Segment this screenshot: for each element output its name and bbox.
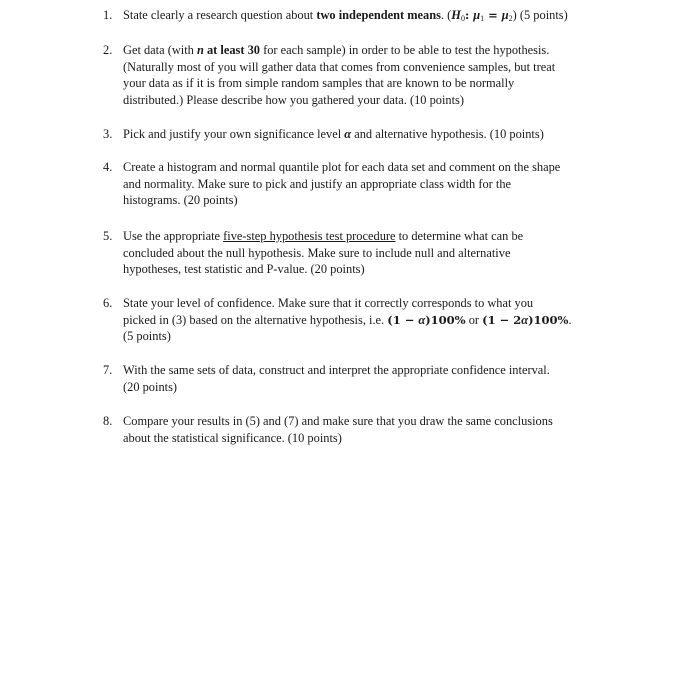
text-line bbox=[123, 328, 623, 345]
list-item-7 bbox=[103, 362, 623, 395]
item-text bbox=[123, 413, 623, 446]
text-line bbox=[123, 59, 623, 76]
text-run: . bbox=[568, 312, 572, 327]
text-line bbox=[123, 430, 623, 447]
text-run: two independent means bbox=[316, 8, 441, 22]
text-run: concluded about the null hypothesis. Make sure to include null and alternative bbox=[123, 245, 511, 260]
item-number: 2. bbox=[103, 43, 113, 57]
text-line bbox=[123, 7, 623, 24]
item-text bbox=[123, 228, 623, 278]
text-run: Create a histogram and normal quantile plot for each data set and comment on the shape bbox=[123, 160, 561, 174]
list-item-1 bbox=[103, 7, 623, 24]
item-number: 6. bbox=[103, 296, 113, 310]
text-run: Use the appropriate bbox=[123, 229, 224, 243]
text-line bbox=[123, 362, 623, 379]
item-text bbox=[123, 42, 623, 108]
text-run: )100% bbox=[425, 312, 466, 327]
text-run: (20 points) bbox=[123, 379, 178, 394]
list-item-2 bbox=[103, 42, 623, 108]
text-line bbox=[123, 176, 623, 193]
text-run: Get data (with bbox=[123, 43, 197, 57]
text-run: : bbox=[464, 8, 474, 22]
text-run: α bbox=[344, 127, 352, 141]
text-run: and normality. Make sure to pick and justify an appropriate class width for the bbox=[123, 176, 512, 191]
text-run: for each sample) in order to be able to test the hypothesis. bbox=[259, 43, 550, 57]
text-run: (1 − 2 bbox=[482, 312, 522, 327]
text-line bbox=[123, 126, 623, 143]
item-number: 5. bbox=[103, 229, 113, 243]
text-run: at least 30 bbox=[203, 43, 260, 57]
text-run: With the same sets of data, construct and interpret the appropriate confidence interval. bbox=[123, 363, 550, 377]
text-run: α bbox=[418, 312, 426, 327]
text-line bbox=[123, 379, 623, 396]
text-run: α bbox=[521, 312, 529, 327]
text-run: distributed.) Please describe how you gathered your data. (10 points) bbox=[123, 92, 464, 107]
list-item-6 bbox=[103, 295, 623, 345]
text-run: to determine what can be bbox=[395, 229, 524, 243]
text-line bbox=[123, 228, 623, 245]
text-run: picked in (3) based on the alternative hypothesis, i.e. bbox=[123, 312, 388, 327]
text-run: μ bbox=[473, 8, 481, 22]
text-line bbox=[123, 75, 623, 92]
text-run: 2 bbox=[508, 14, 513, 23]
list-item-3 bbox=[103, 126, 623, 143]
item-text bbox=[123, 362, 623, 395]
item-text bbox=[123, 7, 623, 24]
text-run: State clearly a research question about bbox=[123, 8, 317, 22]
text-run: and alternative hypothesis. (10 points) bbox=[351, 127, 544, 141]
text-run: Pick and justify your own significance level bbox=[123, 127, 345, 141]
item-text bbox=[123, 159, 623, 209]
text-run: )100% bbox=[528, 312, 569, 327]
text-line bbox=[123, 261, 623, 278]
text-run: (1 − bbox=[387, 312, 419, 327]
text-run: . ( bbox=[440, 8, 452, 22]
text-run: n bbox=[196, 43, 204, 57]
text-line bbox=[123, 42, 623, 59]
text-run: or bbox=[465, 312, 483, 327]
text-line bbox=[123, 295, 623, 312]
text-line bbox=[123, 312, 623, 329]
text-run: 1 bbox=[480, 14, 485, 23]
text-run: about the statistical significance. (10 points) bbox=[123, 430, 342, 445]
text-run: Compare your results in (5) and (7) and make sure that you draw the same conclusions bbox=[123, 414, 553, 428]
item-text bbox=[123, 295, 623, 345]
text-run: five-step hypothesis test procedure bbox=[223, 229, 396, 243]
text-run: hypotheses, test statistic and P-value. (20 points) bbox=[123, 262, 365, 277]
list-item-4 bbox=[103, 159, 623, 209]
text-line bbox=[123, 159, 623, 176]
list-item-5 bbox=[103, 228, 623, 278]
text-run: (5 points) bbox=[123, 329, 171, 344]
text-run: μ bbox=[501, 8, 509, 22]
text-run: State your level of confidence. Make sure that it correctly corresponds to what you bbox=[123, 296, 534, 310]
text-line bbox=[123, 413, 623, 430]
text-run: 0 bbox=[460, 14, 465, 23]
text-line bbox=[123, 92, 623, 109]
item-number: 3. bbox=[103, 127, 113, 141]
item-number: 8. bbox=[103, 414, 113, 428]
item-number: 7. bbox=[103, 363, 113, 377]
item-number: 4. bbox=[103, 160, 113, 174]
text-line bbox=[123, 245, 623, 262]
text-run: your data as if it is from simple random samples that are known to be normally bbox=[123, 76, 515, 91]
text-run: = bbox=[484, 8, 502, 22]
item-text bbox=[123, 126, 623, 143]
text-run: H bbox=[451, 8, 461, 22]
item-number: 1. bbox=[103, 8, 113, 22]
list-item-8 bbox=[103, 413, 623, 446]
text-run: histograms. (20 points) bbox=[123, 193, 238, 208]
text-run: ) (5 points) bbox=[512, 8, 568, 22]
text-line bbox=[123, 192, 623, 209]
text-run: (Naturally most of you will gather data that comes from convenience samples, but treat bbox=[123, 59, 556, 74]
